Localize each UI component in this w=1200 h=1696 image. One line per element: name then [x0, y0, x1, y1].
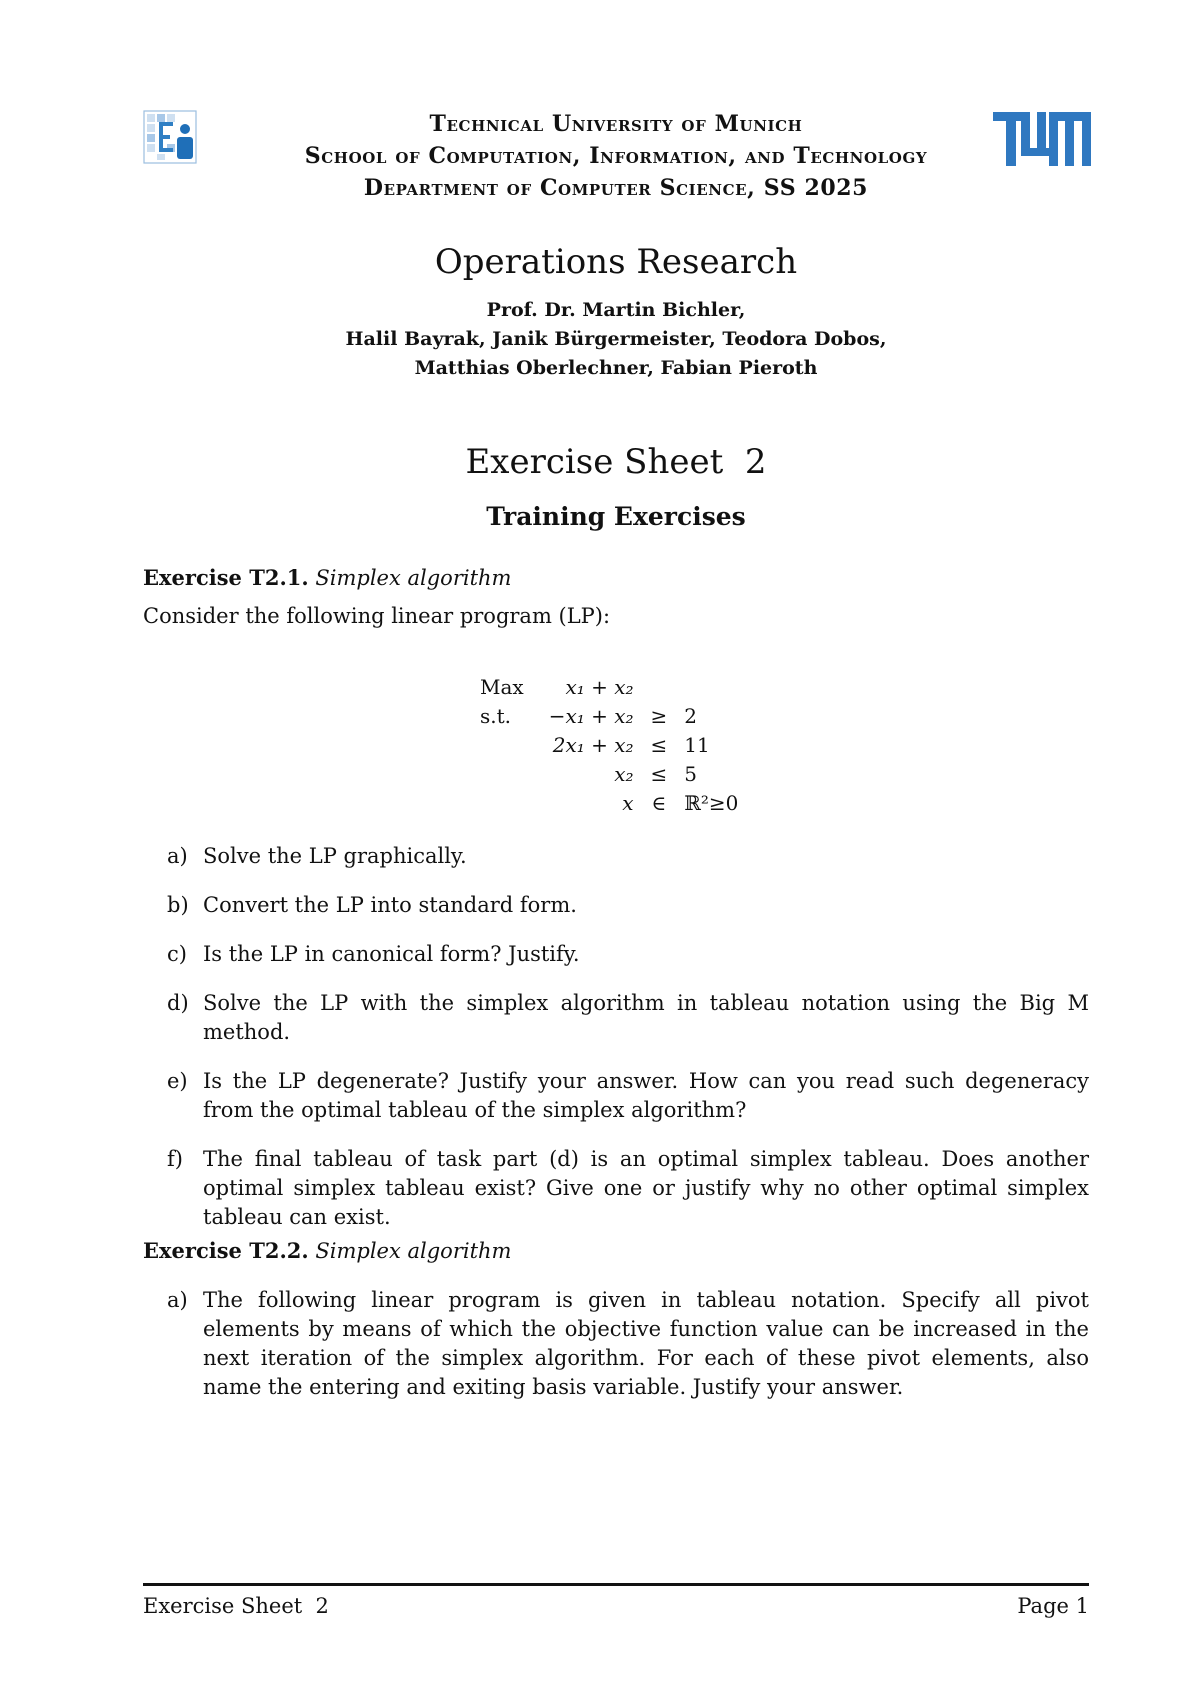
item-text: The following linear program is given in tableau notation. Specify all pivot elements by means of which the objective function value can be increased in the next iteration of the simplex algorithm. For each of these pivot elements, also name the entering and exiting basis variable. Justify your answer.: [203, 1288, 1089, 1399]
lp-relation: [641, 672, 678, 701]
exercise-topic: Simplex algorithm: [315, 1239, 512, 1263]
document-page: [143, 0, 1089, 1696]
institution-header: [143, 108, 1089, 204]
lp-rhs: 2: [684, 703, 698, 728]
staff-line: Halil Bayrak, Janik Bürgermeister, Teodora Dobos,: [345, 328, 887, 350]
footer-page-number: Page 1: [1017, 1594, 1089, 1618]
exercise-label: Exercise T2.2.: [143, 1238, 309, 1263]
exercise-label: Exercise T2.1.: [143, 565, 309, 590]
staff-list: [143, 296, 1089, 383]
item-text: Convert the LP into standard form.: [203, 893, 577, 917]
item-marker: a): [167, 844, 188, 868]
lp-row: [473, 672, 745, 701]
list-item: [143, 1067, 1089, 1125]
lp-rhs: [677, 672, 745, 701]
exercise-heading: [143, 565, 511, 590]
item-text: Is the LP in canonical form? Justify.: [203, 942, 580, 966]
item-text: Is the LP degenerate? Justify your answer. How can you read such degeneracy from the optimal tableau of the simplex algorithm?: [203, 1069, 1089, 1122]
list-item: [143, 842, 1089, 871]
staff-line: Prof. Dr. Martin Bichler,: [486, 299, 746, 321]
lp-row: [473, 788, 745, 817]
sheet-title: Exercise Sheet 2: [465, 442, 767, 482]
lp-lhs: x₂: [614, 761, 634, 786]
item-marker: b): [167, 893, 189, 917]
exercise-items: [143, 1286, 1089, 1402]
list-item: [143, 989, 1089, 1047]
footer-rule: [143, 1583, 1089, 1586]
lp-label: Max: [480, 674, 524, 699]
lp-label: [473, 730, 542, 759]
lp-lhs: 2x₁ + x₂: [552, 732, 634, 757]
lp-relation: ≤: [650, 732, 668, 757]
staff-line: Matthias Oberlechner, Fabian Pieroth: [414, 357, 818, 379]
lp-lhs: x₁ + x₂: [565, 674, 634, 699]
sheet-subtitle: Training Exercises: [486, 502, 746, 531]
footer-sheet-label: Exercise Sheet 2: [143, 1594, 329, 1618]
course-title: Operations Research: [434, 242, 798, 282]
school-name: School of Computation, Information, and Technology: [304, 143, 928, 169]
lp-rhs: 11: [684, 732, 710, 757]
item-text: Solve the LP with the simplex algorithm in tableau notation using the Big M method.: [203, 991, 1089, 1044]
lp-lhs: −x₁ + x₂: [548, 703, 634, 728]
university-name: Technical University of Munich: [429, 111, 803, 137]
exercise-topic: Simplex algorithm: [315, 566, 512, 590]
item-marker: a): [167, 1288, 188, 1312]
lp-relation: ≥: [650, 703, 668, 728]
lp-lhs: x: [622, 790, 634, 815]
lp-label: [473, 788, 542, 817]
exercise-intro: Consider the following linear program (LP):: [143, 604, 611, 628]
list-item: [143, 1145, 1089, 1232]
lp-rhs: ℝ²≥0: [684, 790, 739, 815]
lp-row: [473, 730, 745, 759]
lp-row: [473, 701, 745, 730]
list-item: [143, 1286, 1089, 1402]
lp-row: [473, 759, 745, 788]
department-name: Department of Computer Science, SS 2025: [363, 175, 869, 201]
exercise-items: [143, 842, 1089, 1232]
lp-label: [473, 759, 542, 788]
item-marker: c): [167, 942, 187, 966]
lp-label: s.t.: [480, 703, 512, 728]
linear-program: [473, 672, 745, 817]
list-item: [143, 940, 1089, 969]
item-marker: d): [167, 991, 189, 1015]
item-text: The final tableau of task part (d) is an optimal simplex tableau. Does another optimal simplex tableau exist? Give one or justify why no other optimal simplex tableau can exist.: [203, 1147, 1089, 1229]
item-text: Solve the LP graphically.: [203, 844, 467, 868]
lp-relation: ∈: [651, 790, 667, 815]
list-item: [143, 891, 1089, 920]
item-marker: f): [167, 1147, 183, 1171]
item-marker: e): [167, 1069, 188, 1093]
exercise-heading: [143, 1238, 511, 1263]
lp-relation: ≤: [650, 761, 668, 786]
lp-rhs: 5: [684, 761, 698, 786]
